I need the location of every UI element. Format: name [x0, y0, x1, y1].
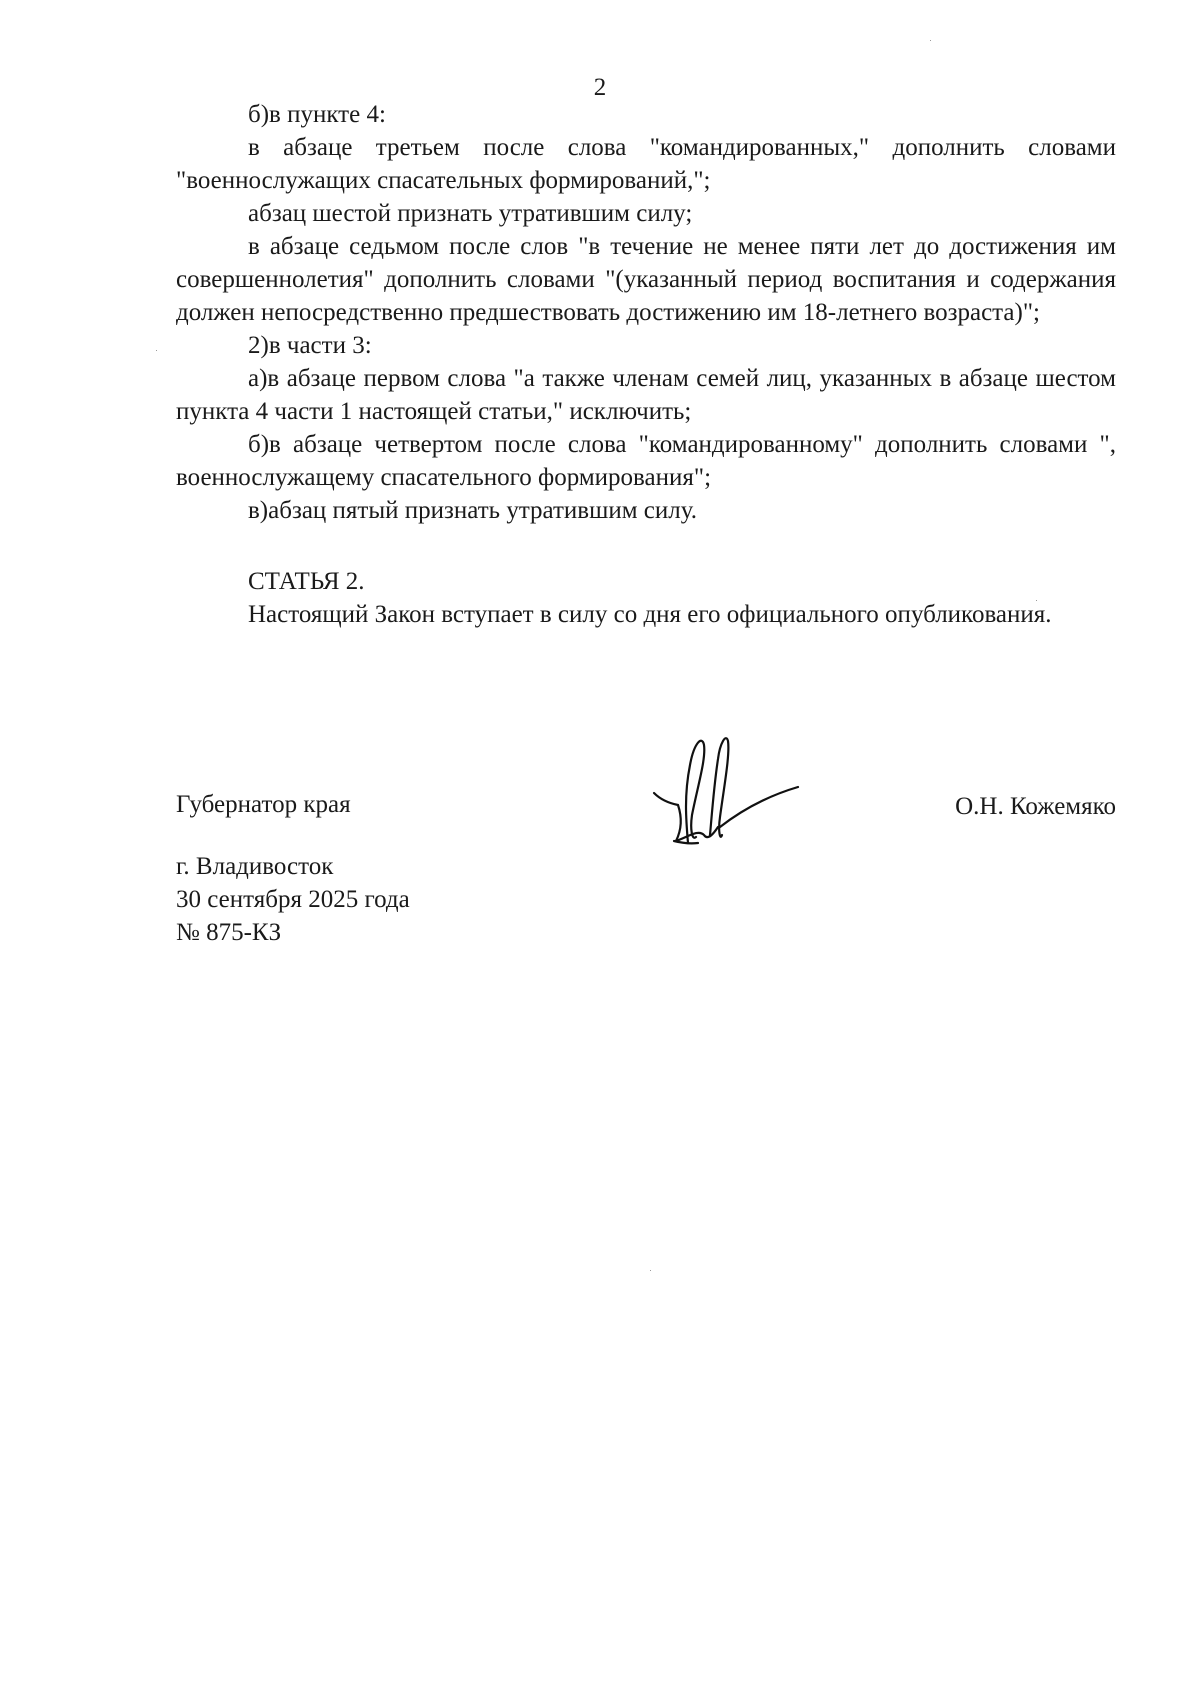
scan-speck	[930, 40, 931, 41]
paragraph: б)в пункте 4:	[248, 101, 386, 128]
article-heading: СТАТЬЯ 2.	[248, 568, 365, 595]
paragraph: в абзаце седьмом после слов "в течение не менее пяти лет до достижения им совершеннолетия" дополнить словами "(указанный период воспитания и содержания должен непосредственно предшествовать достижению им 18-летнего возраста)";	[176, 233, 1116, 326]
governor-name: О.Н. Кожемяко	[955, 793, 1116, 820]
document-body	[176, 98, 1116, 631]
footer-city: г. Владивосток	[176, 853, 334, 880]
page-number: 2	[593, 74, 607, 101]
footer-number: № 875-КЗ	[176, 919, 282, 946]
scan-speck	[1036, 600, 1037, 601]
paragraph: абзац шестой признать утратившим силу;	[248, 200, 693, 227]
footer-date: 30 сентября 2025 года	[176, 886, 410, 913]
paragraph: в абзаце третьем после слова "командированных," дополнить словами "военнослужащих спасательных формирований,";	[176, 134, 1116, 194]
scan-speck	[650, 1270, 651, 1271]
paragraph: а)в абзаце первом слова "а также членам семей лиц, указанных в абзаце шестом пункта 4 части 1 настоящей статьи," исключить;	[176, 365, 1116, 425]
paragraph: в)абзац пятый признать утратившим силу.	[248, 497, 697, 524]
scan-speck	[156, 350, 157, 351]
paragraph: 2)в части 3:	[248, 332, 372, 359]
article-text: Настоящий Закон вступает в силу со дня его официального опубликования.	[248, 601, 1052, 628]
paragraph: б)в абзаце четвертом после слова "командированному" дополнить словами ", военнослужащему спасательного формирования";	[176, 431, 1116, 491]
governor-title: Губернатор края	[176, 791, 351, 818]
section-gap	[176, 527, 1116, 565]
handwritten-signature	[648, 725, 818, 855]
footer-block	[176, 850, 410, 949]
